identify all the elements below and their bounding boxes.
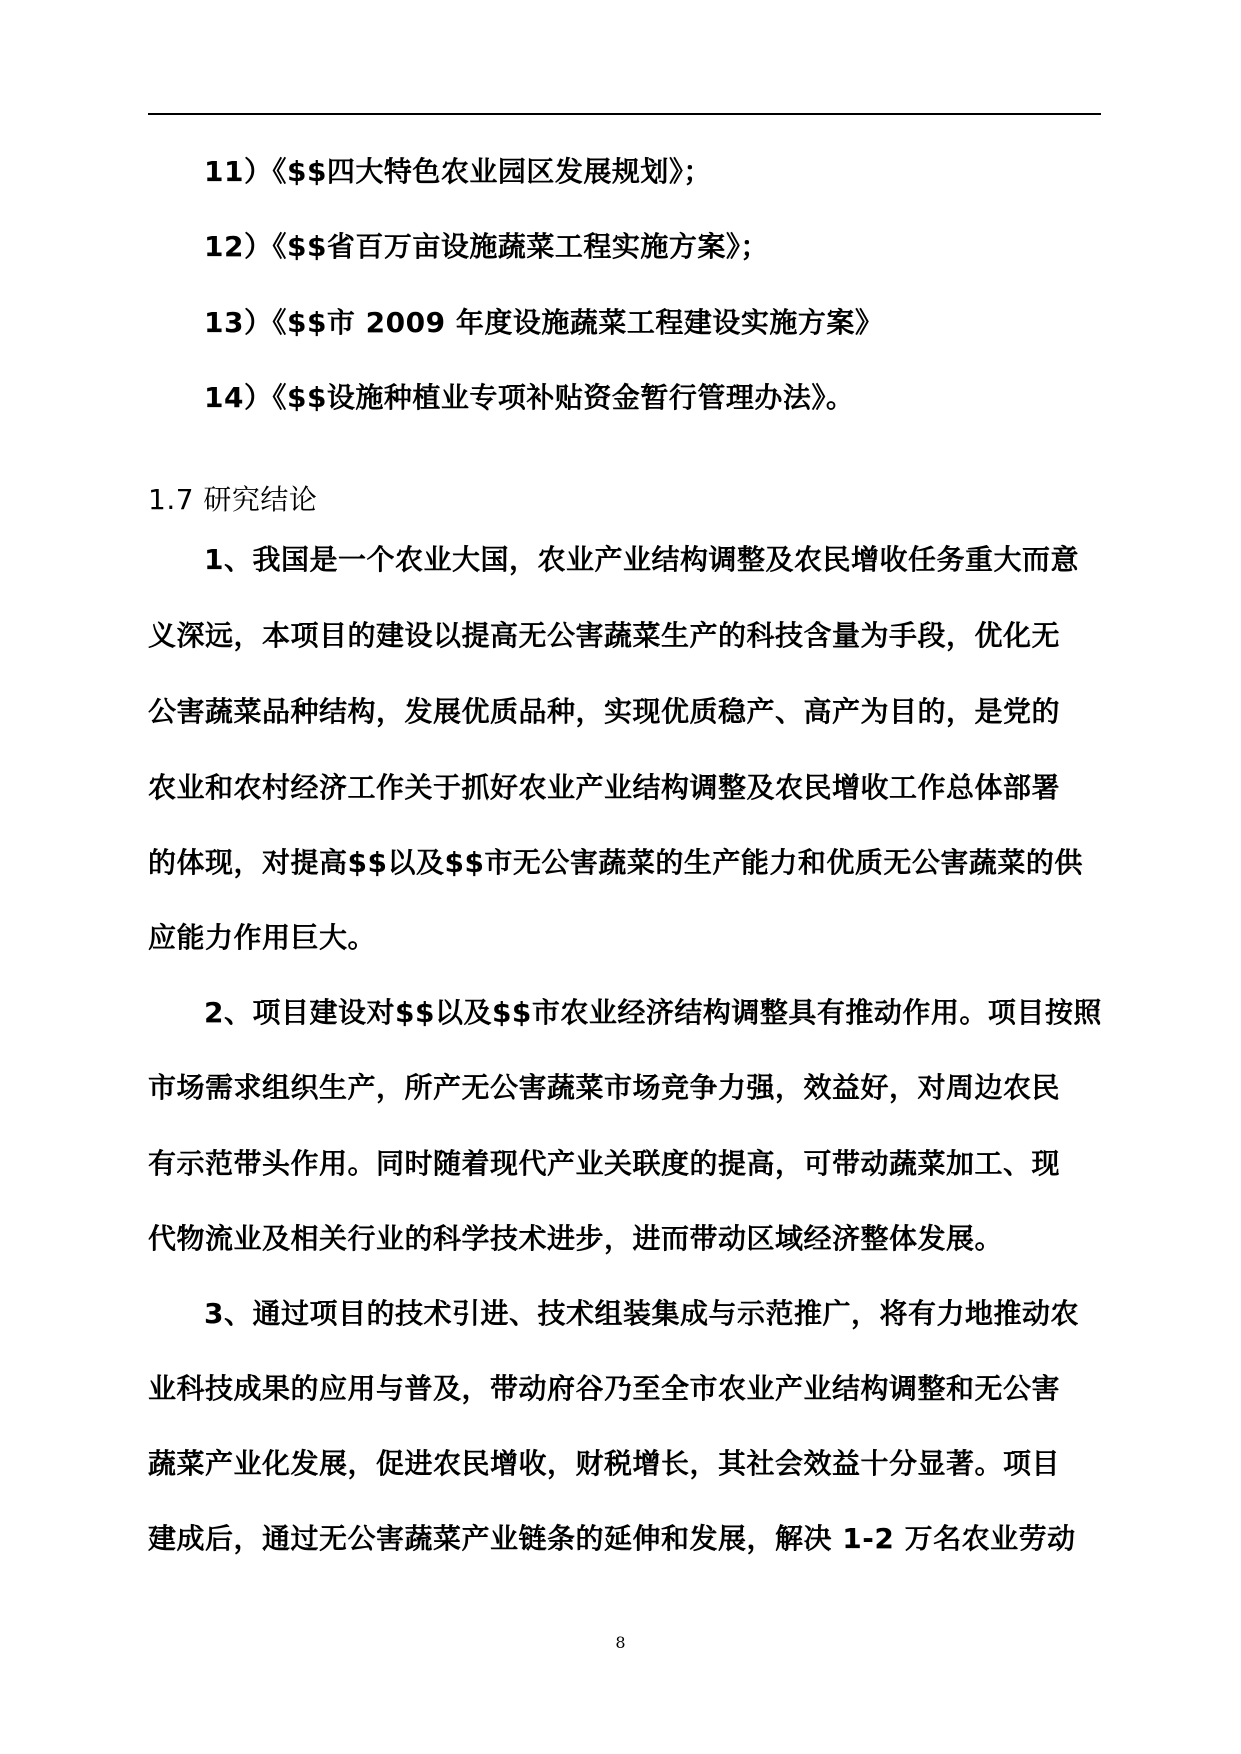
section-heading: 1.7 研究结论 <box>148 483 318 516</box>
paragraph-2-line-3: 有示范带头作用。同时随着现代产业关联度的提高，可带动蔬菜加工、现 <box>148 1147 1061 1180</box>
paragraph-3-line-2: 业科技成果的应用与普及，带动府谷乃至全市农业产业结构调整和无公害 <box>148 1372 1061 1405</box>
paragraph-2-line-2: 市场需求组织生产，所产无公害蔬菜市场竞争力强，效益好，对周边农民 <box>148 1071 1061 1104</box>
paragraph-3-line-3: 蔬菜产业化发展，促进农民增收，财税增长，其社会效益十分显著。项目 <box>148 1447 1061 1480</box>
header-rule <box>148 113 1101 115</box>
paragraph-2-line-4: 代物流业及相关行业的科学技术进步，进而带动区域经济整体发展。 <box>148 1222 1004 1255</box>
reference-item-12: 12）《$$省百万亩设施蔬菜工程实施方案》； <box>204 230 769 263</box>
reference-item-11: 11）《$$四大特色农业园区发展规划》； <box>204 155 712 188</box>
paragraph-2-line-1: 2、项目建设对$$以及$$市农业经济结构调整具有推动作用。项目按照 <box>204 996 1102 1029</box>
paragraph-1-line-3: 公害蔬菜品种结构，发展优质品种，实现优质稳产、高产为目的，是党的 <box>148 695 1061 728</box>
paragraph-3-line-4: 建成后，通过无公害蔬菜产业链条的延伸和发展，解决 1-2 万名农业劳动 <box>148 1522 1076 1555</box>
reference-item-14: 14）《$$设施种植业专项补贴资金暂行管理办法》。 <box>204 381 855 414</box>
paragraph-1-line-2: 义深远，本项目的建设以提高无公害蔬菜生产的科技含量为手段，优化无 <box>148 619 1061 652</box>
paragraph-1-line-5: 的体现，对提高$$以及$$市无公害蔬菜的生产能力和优质无公害蔬菜的供 <box>148 846 1083 879</box>
paragraph-1-line-6: 应能力作用巨大。 <box>148 921 377 954</box>
paragraph-1-line-4: 农业和农村经济工作关于抓好农业产业结构调整及农民增收工作总体部署 <box>148 771 1061 804</box>
reference-item-13: 13）《$$市 2009 年度设施蔬菜工程建设实施方案》 <box>204 306 884 339</box>
paragraph-1-line-1: 1、我国是一个农业大国，农业产业结构调整及农民增收任务重大而意 <box>204 543 1079 576</box>
page-number: 8 <box>615 1633 626 1652</box>
paragraph-3-line-1: 3、通过项目的技术引进、技术组装集成与示范推广，将有力地推动农 <box>204 1297 1079 1330</box>
